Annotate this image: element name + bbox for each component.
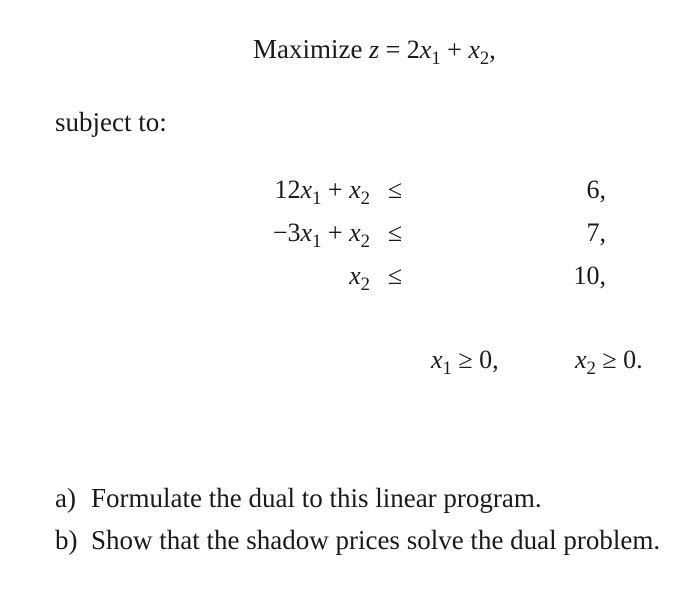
- constraint-3-relation: ≤: [387, 261, 403, 290]
- constraint-3-lhs: $x_2$: [349, 261, 370, 295]
- constraint-2-lhs: $-3x_1 + x_2$: [272, 218, 370, 252]
- nonnegativity-x2: $x_2 \ge 0$.: [575, 345, 643, 379]
- objective-function: [253, 34, 496, 69]
- question-b-text: Show that the shadow prices solve the dual problem.: [91, 525, 661, 555]
- subject-to-label: subject to:: [55, 107, 167, 137]
- objective-expression: $z = 2x_1 + x_2$,: [368, 35, 496, 69]
- constraint-2-rhs: 7,: [586, 218, 606, 247]
- constraint-1-relation: ≤: [387, 175, 403, 204]
- constraint-1-lhs: $12x_1 + x_2$: [274, 175, 370, 209]
- question-b: [55, 527, 660, 554]
- nonnegativity-x1: $x_1 \ge 0$,: [431, 345, 499, 379]
- constraint-1-rhs: 6,: [586, 175, 606, 204]
- constraint-2-relation: ≤: [387, 218, 403, 247]
- question-a-label: a): [55, 483, 76, 513]
- question-a: [55, 485, 542, 512]
- objective-keyword: Maximize: [253, 34, 363, 64]
- constraint-3-rhs: 10,: [573, 261, 606, 290]
- question-b-label: b): [55, 525, 78, 555]
- question-a-text: Formulate the dual to this linear program.: [91, 483, 542, 513]
